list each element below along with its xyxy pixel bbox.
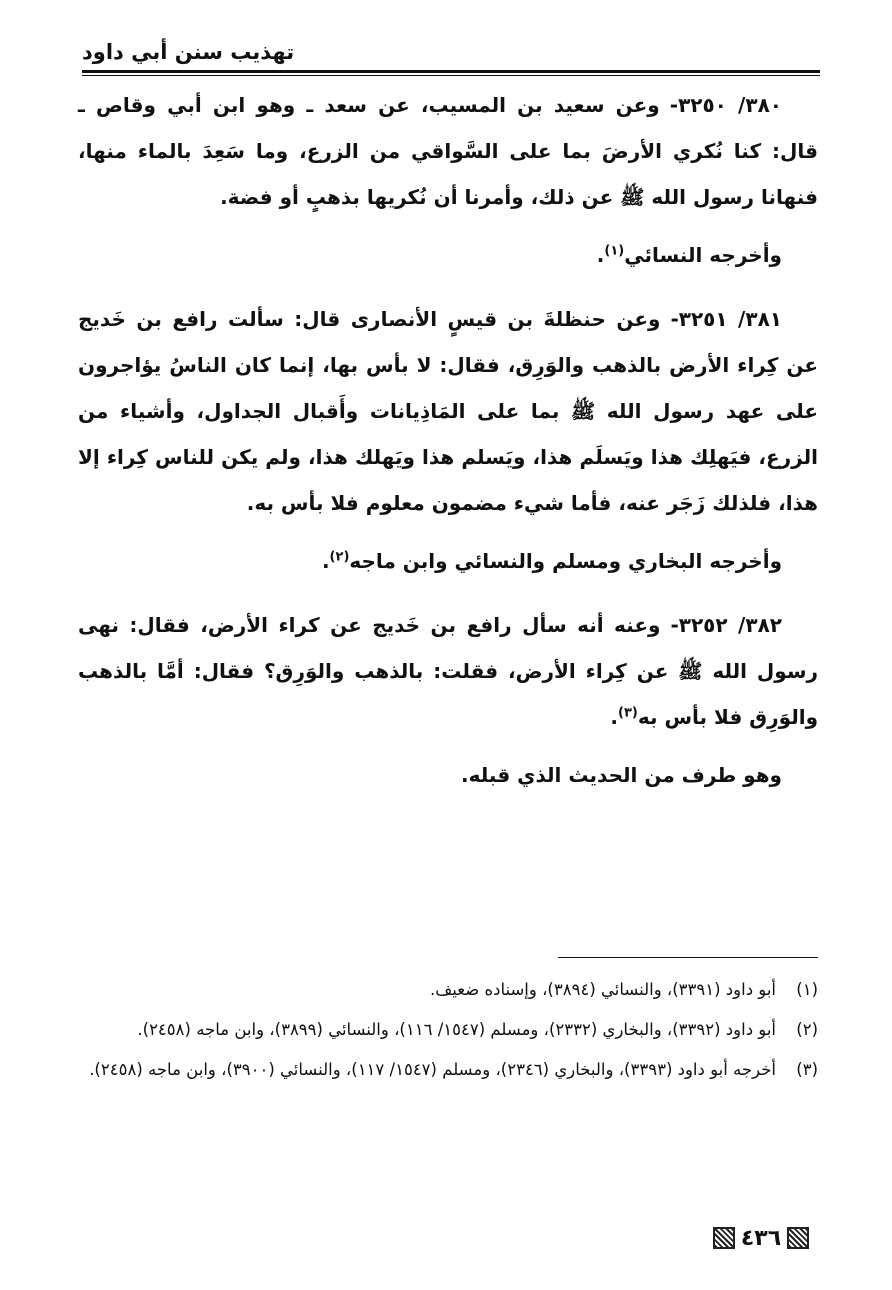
footnote-marker: (٢) <box>796 1020 818 1039</box>
footnote-ref-3[interactable]: (٣) <box>618 705 638 721</box>
ornament-icon <box>787 1227 809 1249</box>
page-number: ٤٣٦ <box>740 1225 782 1251</box>
hadith-end: . <box>610 705 618 729</box>
footnote-text: أخرجه أبو داود (٣٣٩٣)، والبخاري (٢٣٤٦)، ومسلم (١٥٤٧/ ١١٧)، والنسائي (٣٩٠٠)، وابن ماجه (٢٤٥٨). <box>89 1060 776 1079</box>
hadith-text: وعن حنظلةَ بن قيسٍ الأنصارى قال: سألت رافع بن خَديج عن كِراء الأرض بالذهب والوَرِق، فقال: لا بأس بها، إنما كان الناسُ يؤاجرون على عهد رسول الله ﷺ بما على المَاذِيانات وأَقبال الجداول، وأشياء من الزرع، فيَهلِك هذا ويَسلَم هذا، ويَسلم هذا ويَهلك هذا، ولم يكن للناس كِراء إلا هذا، فلذلك زَجَر عنه، فأما شيء مضمون معلوم فلا بأس به. <box>78 307 818 515</box>
header-rule-thin <box>82 75 820 76</box>
takhrij-note-1 <box>78 232 818 278</box>
footnote-marker: (١) <box>796 980 818 999</box>
footnotes-divider <box>558 957 818 958</box>
note-text: وأخرجه النسائي <box>624 243 782 267</box>
note-text: وأخرجه البخاري ومسلم والنسائي وابن ماجه <box>349 549 782 573</box>
footnote-text: أبو داود (٣٣٩١)، والنسائي (٣٨٩٤)، وإسناده ضعيف. <box>429 980 776 999</box>
note-end: . <box>596 243 605 267</box>
footnote-3 <box>78 1050 818 1090</box>
running-header <box>82 38 820 72</box>
header-title: تهذيب سنن أبي داود <box>82 40 295 64</box>
footnote-ref-2[interactable]: (٢) <box>329 549 350 565</box>
footnote-marker: (٣) <box>796 1060 818 1079</box>
note-end: . <box>321 549 330 573</box>
page-number-block <box>702 1224 820 1252</box>
footnote-ref-1[interactable]: (١) <box>604 243 625 259</box>
hadith-text: وعن سعيد بن المسيب، عن سعد ـ وهو ابن أبي وقاص ـ قال: كنا نُكري الأرضَ بما على السَّواقي من الزرع، وما سَعِدَ بالماء منها، فنهانا رسول الله ﷺ عن ذلك، وأمرنا أن نُكريها بذهبٍ أو فضة. <box>78 93 818 209</box>
hadith-380 <box>78 82 818 220</box>
hadith-381 <box>78 296 818 526</box>
commentary-note <box>78 752 818 798</box>
footnote-text: أبو داود (٣٣٩٢)، والبخاري (٢٣٣٢)، ومسلم (١٥٤٧/ ١١٦)، والنسائي (٣٨٩٩)، وابن ماجه (٢٤٥٨). <box>137 1020 776 1039</box>
hadith-number: ٣٨٢/ ٣٢٥٢- <box>670 613 782 637</box>
takhrij-note-2 <box>78 538 818 584</box>
ornament-icon <box>713 1227 735 1249</box>
hadith-number: ٣٨٠/ ٣٢٥٠- <box>669 93 782 117</box>
footnote-2 <box>78 1010 818 1050</box>
footnote-1 <box>78 970 818 1010</box>
hadith-382 <box>78 602 818 740</box>
hadith-text: وعنه أنه سأل رافع بن خَديج عن كراء الأرض، فقال: نهى رسول الله ﷺ عن كِراء الأرض، فقلت: بالذهب والوَرِق؟ فقال: أمَّا بالذهب والوَرِق فلا بأس به <box>78 613 818 729</box>
main-text <box>78 82 818 816</box>
hadith-number: ٣٨١/ ٣٢٥١- <box>670 307 782 331</box>
footnotes <box>78 970 818 1090</box>
header-rule-thick <box>82 70 820 73</box>
note-text: وهو طرف من الحديث الذي قبله. <box>461 763 782 787</box>
